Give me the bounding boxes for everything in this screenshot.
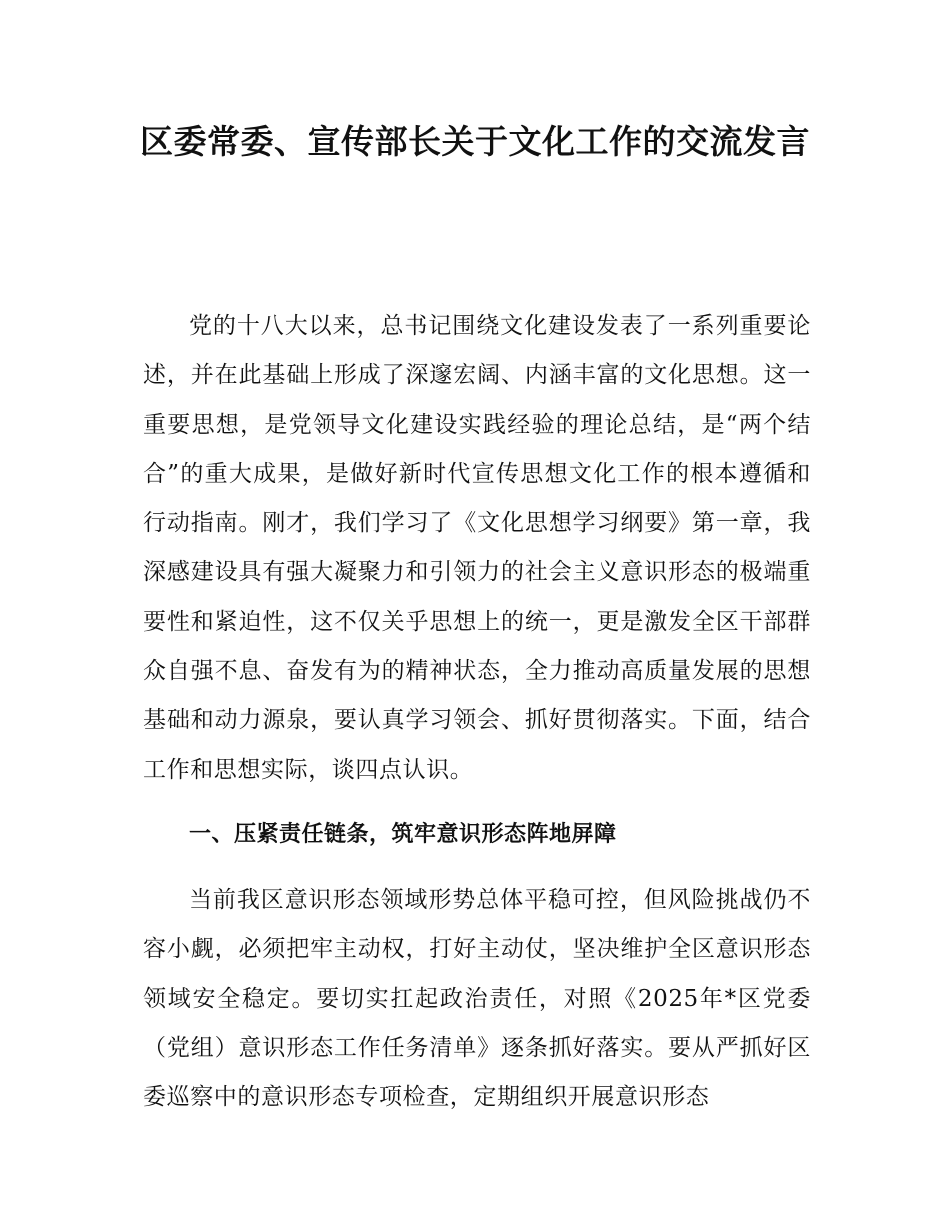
document-title: 区委常委、宣传部长关于文化工作的交流发言 [140, 122, 810, 161]
section-1-paragraph: 当前我区意识形态领域形势总体平稳可控，但风险挑战仍不容小觑，必须把牢主动权，打好主动仗，坚决维护全区意识形态领域安全稳定。要切实扛起政治责任，对照《2025年*区党委（党组）意识形态工作任务清单》逐条抓好落实。要从严抓好区委巡察中的意识形态专项检查，定期组织开展意识形态 [143, 887, 811, 1111]
section-heading-1: 一、压紧责任链条，筑牢意识形态阵地屏障 [189, 822, 617, 847]
intro-paragraph: 党的十八大以来，总书记围绕文化建设发表了一系列重要论述，并在此基础上形成了深邃宏阔、内涵丰富的文化思想。这一重要思想，是党领导文化建设实践经验的理论总结，是“两个结合”的重大成果，是做好新时代宣传思想文化工作的根本遵循和行动指南。刚才，我们学习了《文化思想学习纲要》第一章，我深感建设具有强大凝聚力和引领力的社会主义意识形态的极端重要性和紧迫性，这不仅关乎思想上的统一，更是激发全区干部群众自强不息、奋发有为的精神状态，全力推动高质量发展的思想基础和动力源泉，要认真学习领会、抓好贯彻落实。下面，结合工作和思想实际，谈四点认识。 [143, 313, 811, 783]
